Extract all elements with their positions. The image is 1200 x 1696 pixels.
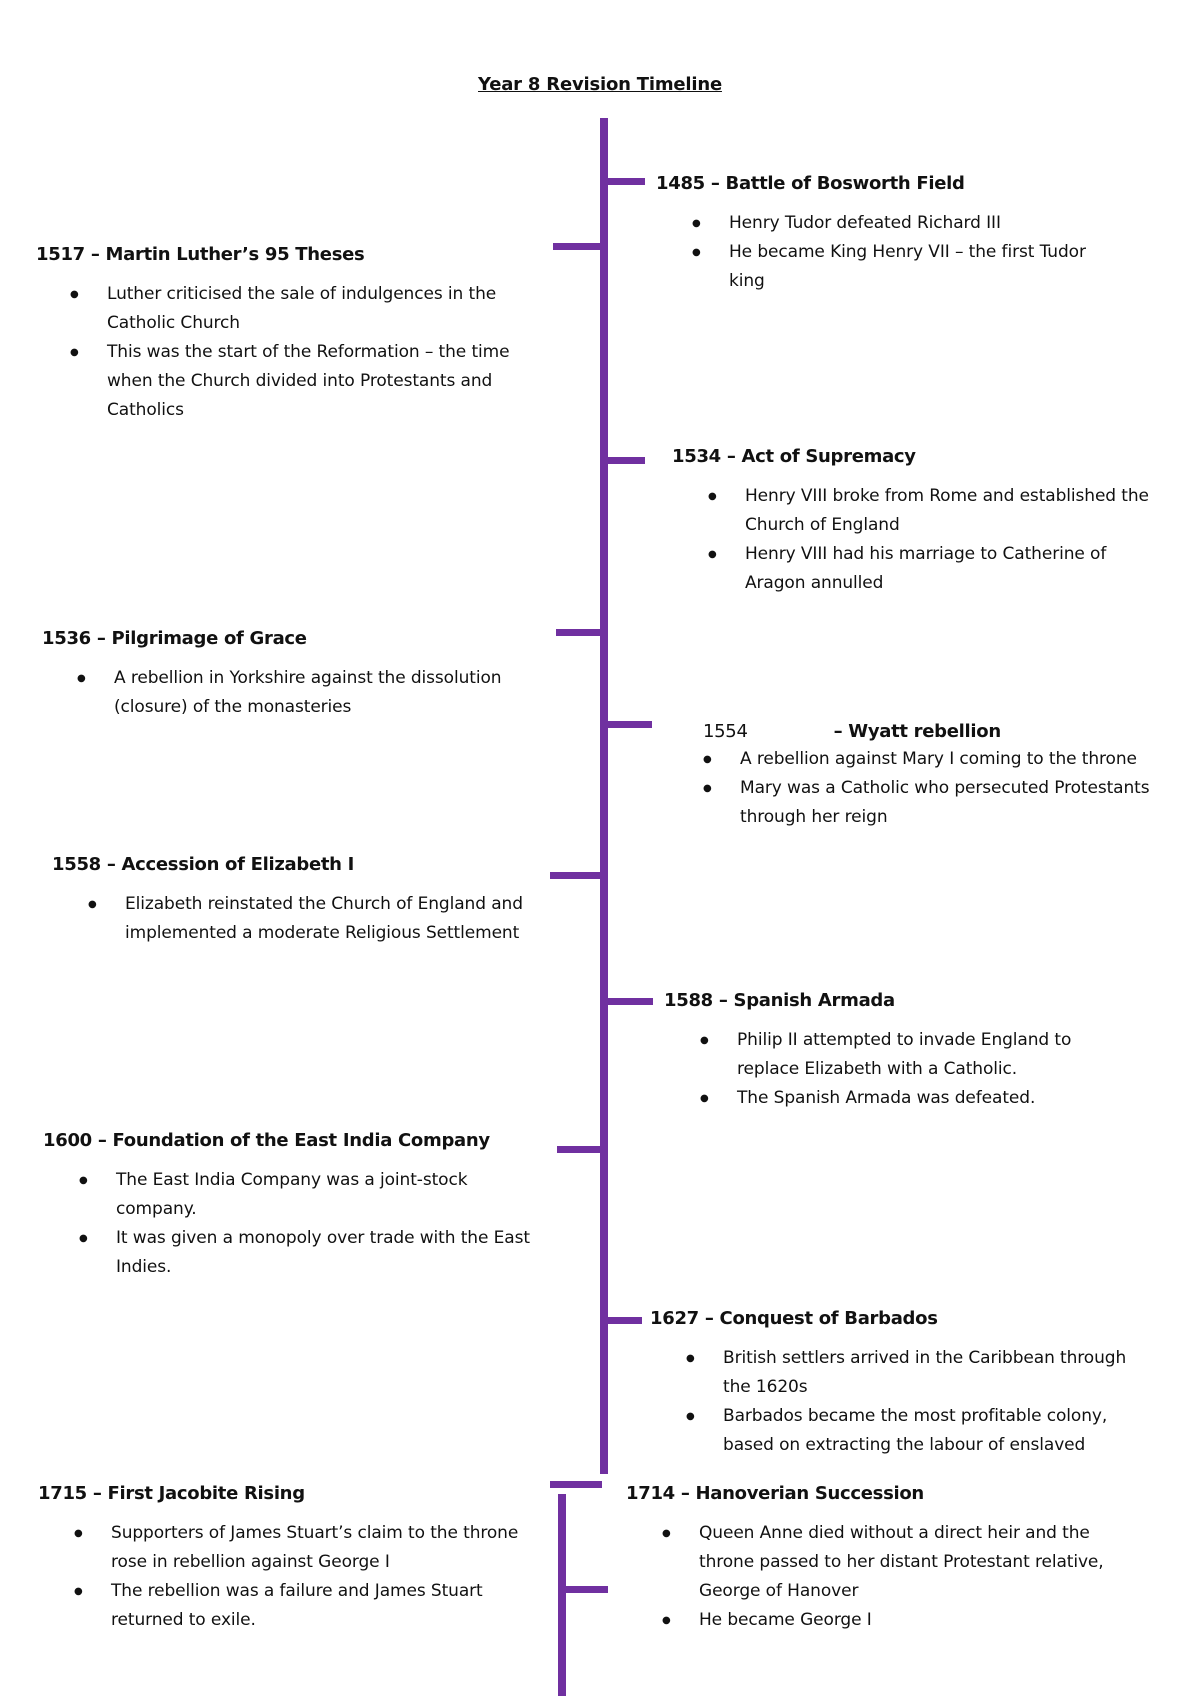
event-1517 <box>36 244 536 425</box>
list-item: ● He became George I <box>662 1606 1116 1635</box>
event-title: – Wyatt rebellion <box>833 721 1001 742</box>
list-item: ● The Spanish Armada was defeated. <box>700 1084 1134 1113</box>
list-item: ● Supporters of James Stuart’s claim to the throne rose in rebellion against George I <box>74 1519 538 1577</box>
event-heading: 1534 – Act of Supremacy <box>672 446 916 467</box>
tick-1554 <box>600 721 652 728</box>
list-item: ● Luther criticised the sale of indulgences in the Catholic Church <box>70 280 536 338</box>
event-1536 <box>42 628 542 722</box>
timeline-spine-upper <box>600 118 608 1474</box>
list-item: ● The East India Company was a joint-stock company. <box>79 1166 543 1224</box>
event-heading: 1627 – Conquest of Barbados <box>650 1308 938 1329</box>
tick-1485 <box>600 178 645 185</box>
event-1715 <box>38 1483 538 1635</box>
list-item: ● Henry Tudor defeated Richard III <box>692 209 1126 238</box>
event-1485 <box>656 173 1126 296</box>
list-item: ● A rebellion in Yorkshire against the dissolution (closure) of the monasteries <box>77 664 542 722</box>
tick-1600 <box>557 1146 603 1153</box>
tick-1517 <box>553 243 603 250</box>
list-item: ● Queen Anne died without a direct heir and the throne passed to her distant Protestant relative, George of Hanover <box>662 1519 1116 1606</box>
tick-1534 <box>600 457 645 464</box>
event-heading: 1600 – Foundation of the East India Company <box>43 1130 490 1151</box>
tick-1715 <box>558 1586 608 1593</box>
event-heading <box>703 721 1163 742</box>
event-heading: 1558 – Accession of Elizabeth I <box>52 854 355 875</box>
event-heading: 1517 – Martin Luther’s 95 Theses <box>36 244 365 265</box>
list-item: ● A rebellion against Mary I coming to the throne <box>703 745 1163 774</box>
page-title: Year 8 Revision Timeline <box>478 74 722 95</box>
event-1534 <box>672 446 1152 598</box>
event-year: 1554 <box>703 721 748 742</box>
list-item: ● Barbados became the most profitable colony, based on extracting the labour of enslaved <box>686 1402 1150 1460</box>
list-item: ● Henry VIII broke from Rome and established the Church of England <box>708 482 1152 540</box>
list-item: ● It was given a monopoly over trade with the East Indies. <box>79 1224 543 1282</box>
event-heading: 1536 – Pilgrimage of Grace <box>42 628 307 649</box>
tick-1558 <box>550 872 603 879</box>
timeline-spine-lower <box>558 1494 566 1696</box>
list-item: ● Elizabeth reinstated the Church of England and implemented a moderate Religious Settlement <box>88 890 552 948</box>
timeline-connector <box>550 1481 602 1488</box>
tick-1588 <box>600 998 653 1005</box>
list-item: ● He became King Henry VII – the first Tudor king <box>692 238 1126 296</box>
list-item: ● Philip II attempted to invade England to replace Elizabeth with a Catholic. <box>700 1026 1134 1084</box>
event-heading: 1715 – First Jacobite Rising <box>38 1483 305 1504</box>
event-heading: 1588 – Spanish Armada <box>664 990 895 1011</box>
list-item: ● Mary was a Catholic who persecuted Protestants through her reign <box>703 774 1163 832</box>
event-1554 <box>703 721 1163 832</box>
event-1600 <box>43 1130 543 1282</box>
event-heading: 1714 – Hanoverian Succession <box>626 1483 924 1504</box>
event-1627 <box>650 1308 1150 1460</box>
event-1714 <box>626 1483 1116 1635</box>
event-heading: 1485 – Battle of Bosworth Field <box>656 173 965 194</box>
event-1558 <box>52 854 552 948</box>
event-1588 <box>664 990 1134 1113</box>
tick-1536 <box>556 629 603 636</box>
list-item: ● British settlers arrived in the Caribbean through the 1620s <box>686 1344 1150 1402</box>
list-item: ● This was the start of the Reformation – the time when the Church divided into Protestants and Catholics <box>70 338 536 425</box>
tick-1627 <box>600 1317 642 1324</box>
list-item: ● The rebellion was a failure and James Stuart returned to exile. <box>74 1577 538 1635</box>
list-item: ● Henry VIII had his marriage to Catherine of Aragon annulled <box>708 540 1152 598</box>
